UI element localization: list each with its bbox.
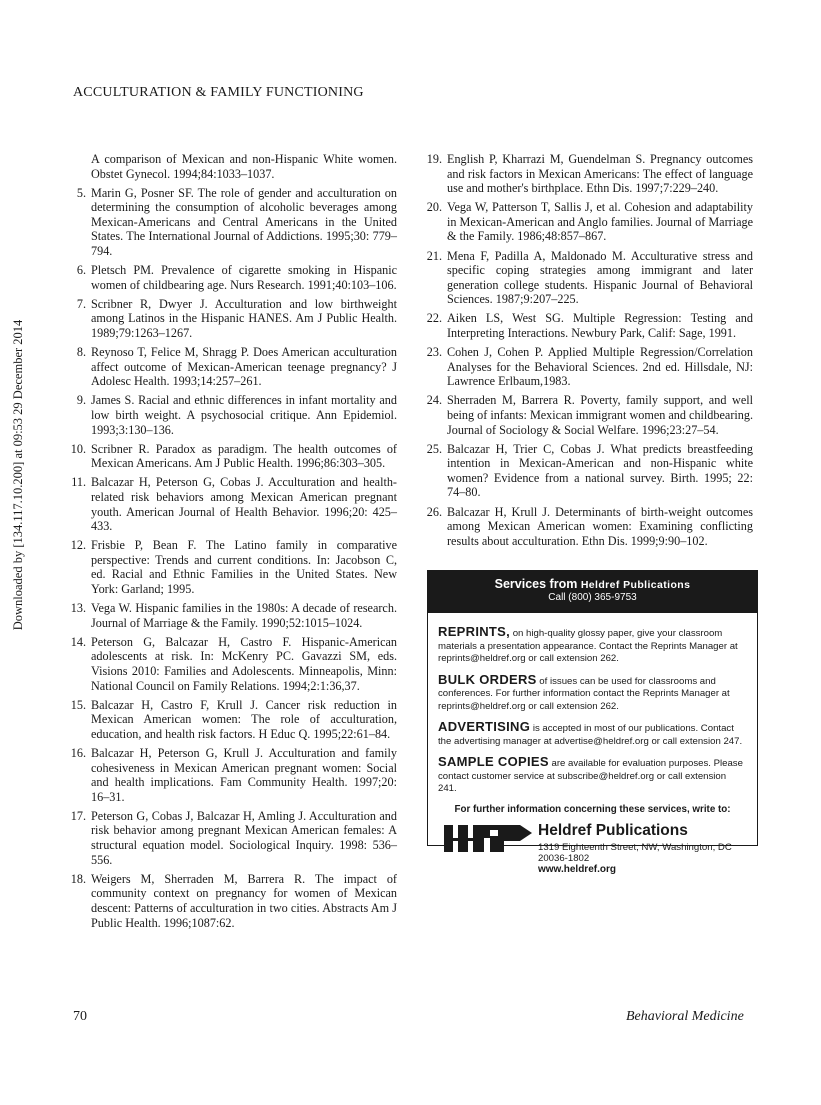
reference-text: Balcazar H, Trier C, Cobas J. What predicts breastfeeding intention in Mexican-American and non-Hispanic white women? Evidence from a national survey. Birth. 1995; 22: 74–80. [447, 441, 753, 500]
publisher-address: 1319 Eighteenth Street, NW, Washington, DC 20036-1802 [538, 841, 732, 864]
reference-entry [418, 393, 753, 437]
reference-text: Vega W, Patterson T, Sallis J, et al. Cohesion and adaptability in Mexican-American and Anglo families. Journal of Marriage & the Family. 1986;48:857–867. [447, 200, 753, 244]
reference-entry [62, 746, 397, 804]
reference-entry [418, 249, 753, 307]
reference-text: Balcazar H, Castro F, Krull J. Cancer risk reduction in Mexican American women: The role of acculturation, education, and health risk factors. H Educ Q. 1995;22:61–84. [91, 697, 397, 741]
ad-title [428, 577, 757, 591]
service-text: on high-quality glossy paper, give your classroom materials a presentation appearance. Contact the Reprints Manager at reprints@heldref.org or call extension 262. [438, 628, 738, 664]
reference-text: Balcazar H, Krull J. Determinants of birth-weight outcomes among Mexican American women: Examining conflicting results about acculturation. Ethn Dis. 1999;9:90–102. [447, 504, 753, 548]
reference-number: 15. [70, 697, 86, 712]
reference-entry [62, 186, 397, 259]
reference-number: 9. [76, 393, 86, 408]
reference-number: 23. [426, 345, 442, 360]
heldref-logo [444, 822, 532, 854]
reference-number: 17. [70, 808, 86, 823]
service-text: is accepted in most of our publications. Contact the advertising manager at advertise@heldref.org or call extension 247. [438, 723, 743, 747]
reference-number: 6. [76, 263, 86, 278]
reference-entry [62, 152, 397, 181]
journal-name: Behavioral Medicine [626, 1009, 744, 1024]
reference-entry [62, 263, 397, 292]
references-right-column [418, 152, 753, 553]
reference-entry [418, 200, 753, 244]
reference-entry [62, 297, 397, 341]
service-keyword: SAMPLE COPIES [438, 754, 549, 769]
ad-title-prefix: Services from [494, 577, 581, 591]
reference-text: James S. Racial and ethnic differences in infant mortality and low birth weight. A psychosocial critique. Ann Epidemiol. 1993;3:130–136. [91, 393, 397, 437]
reference-entry [62, 345, 397, 389]
reference-text: Weigers M, Sherraden M, Barrera R. The impact of community context on pregnancy for women of Mexican descent: Patterns of acculturation in two cities. Abstracts Am J Public Health. 1996;1087:62. [91, 871, 397, 930]
reference-text: Cohen J, Cohen P. Applied Multiple Regression/Correlation Analyses for the Behavioral Sciences. 2nd ed. Hillsdale, NJ: Lawrence Erlbaum,1983. [447, 345, 753, 389]
reference-number: 22. [426, 311, 442, 326]
service-keyword: BULK ORDERS [438, 671, 537, 687]
service-sample-copies [438, 756, 747, 796]
ad-header [428, 571, 757, 613]
publisher-name: Heldref Publications [538, 821, 688, 839]
reference-text: Frisbie P, Bean F. The Latino family in comparative perspective: Trends and current conditions. In: Jacobson C, ed. Racial and Ethnic Families in the United States. New York: Garland; 1995. [91, 538, 397, 597]
reference-number: 19. [426, 152, 442, 166]
reference-entry [62, 393, 397, 437]
publisher-info [538, 822, 747, 875]
service-bulk-orders [438, 671, 747, 714]
reference-number: 10. [70, 441, 86, 456]
service-advertising [438, 721, 747, 748]
reference-text: Pletsch PM. Prevalence of cigarette smoking in Hispanic women of childbearing age. Nurs Research. 1991;40:103–106. [91, 263, 397, 292]
reference-number: 18. [70, 871, 86, 886]
reference-text: Peterson G, Balcazar H, Castro F. Hispanic-American adolescents at risk. In: McKenry PC. Gavazzi SM, eds. Visions 2010: Families and Adolescents. Minneapolis, Minn: National Council on Family Relations. 1994;2:1:36,37. [91, 634, 397, 693]
reference-number: 8. [76, 345, 86, 360]
reference-entry [62, 442, 397, 471]
reference-text: Mena F, Padilla A, Maldonado M. Acculturative stress and specific coping strategies among immigrant and later generation college students. Hispanic Journal of Behavioral Sciences. 1987;9:207–225. [447, 248, 753, 307]
reference-entry [418, 345, 753, 389]
reference-number: 25. [426, 441, 442, 456]
reference-number: 16. [70, 745, 86, 760]
reference-number: 24. [426, 393, 442, 408]
reference-text: Sherraden M, Barrera R. Poverty, family support, and well being of infants: Mexican immigrant women and childbearing. Journal of Sociology & Social Welfare. 1996;23:27–54. [447, 393, 753, 437]
reference-text: Aiken LS, West SG. Multiple Regression: Testing and Interpreting Interactions. Newbury Park, Calif: Sage, 1991. [447, 311, 753, 341]
reference-text: Vega W. Hispanic families in the 1980s: A decade of research. Journal of Marriage & the Family. 1990;52:1015–1024. [91, 601, 397, 630]
reference-entry [62, 809, 397, 867]
reference-number: 5. [76, 185, 86, 200]
reference-entry [62, 872, 397, 930]
reference-text: Scribner R. Paradox as paradigm. The health outcomes of Mexican Americans. Am J Public Health. 1996;86:303–305. [91, 441, 397, 471]
service-text: of issues can be used for classrooms and conferences. For further information contact the Reprints Manager at reprints@heldref.org or call extension 262. [438, 675, 730, 712]
ad-title-brand: Heldref Publications [580, 579, 691, 591]
service-reprints [438, 626, 747, 666]
publisher-website: www.heldref.org [538, 863, 616, 875]
reference-text: Peterson G, Cobas J, Balcazar H, Amling J. Acculturation and risk behavior among pregnant Mexican American females: A structural equation model. Sociological Inquiry. 1998: 536–556. [91, 808, 397, 867]
reference-number: 20. [426, 200, 442, 215]
reference-number: 13. [70, 601, 86, 616]
reference-text: Balcazar H, Peterson G, Cobas J. Acculturation and health-related risk behaviors among Mexican American pregnant youth. American Journal of Health Behavior. 1996;20: 425–433. [91, 475, 397, 534]
reference-text: A comparison of Mexican and non-Hispanic White women. Obstet Gynecol. 1994;84:1033–1037. [91, 152, 397, 181]
page-number: 70 [73, 1009, 87, 1024]
reference-entry [62, 475, 397, 533]
reference-entry [62, 635, 397, 693]
reference-entry [62, 601, 397, 630]
reference-number: 11. [71, 475, 86, 490]
service-text: are available for evaluation purposes. Please contact customer service at subscribe@heldref.org or call extension 241. [438, 758, 743, 794]
further-info-line: For further information concerning these services, write to: [454, 803, 731, 815]
reference-text: Balcazar H, Peterson G, Krull J. Acculturation and family cohesiveness in Mexican American pregnant women: Social and health implications. Fam Community Health. 1997;20: 16–31. [91, 745, 397, 804]
reference-text: English P, Kharrazi M, Guendelman S. Pregnancy outcomes and risk factors in Mexican Americans: The effect of language use and mother's birthplace. Ethn Dis. 1997;7:229–240. [447, 152, 753, 196]
running-head: ACCULTURATION & FAMILY FUNCTIONING [73, 85, 364, 100]
reference-entry [62, 538, 397, 596]
ad-phone: Call (800) 365-9753 [548, 592, 637, 603]
ad-body [428, 613, 757, 875]
reference-number: 12. [70, 538, 86, 553]
reference-entry [418, 152, 753, 196]
reference-number: 21. [426, 248, 442, 263]
reference-number: 7. [76, 296, 86, 311]
reference-number: 14. [70, 634, 86, 649]
heldref-services-ad [427, 570, 758, 875]
reference-entry [62, 698, 397, 742]
reference-text: Scribner R, Dwyer J. Acculturation and low birthweight among Latinos in the Hispanic HANES. Am J Public Health. 1989;79:1263–1267. [91, 296, 397, 341]
download-watermark: Downloaded by [134.117.10.200] at 09:53 29 December 2014 [11, 319, 25, 631]
reference-entry [418, 442, 753, 500]
reference-text: Reynoso T, Felice M, Shragg P. Does American acculturation affect outcome of Mexican-American teenage pregnancy? J Adolesc Health. 1993;14:257–261. [91, 345, 397, 389]
reference-entry [418, 311, 753, 340]
references-left-column [62, 152, 397, 935]
reference-text: Marin G, Posner SF. The role of gender and acculturation on determining the consumption of alcoholic beverages among Mexican-Americans and Central Americans in the United States. The International Journal of Addictions. 1995;30: 779–794. [91, 185, 397, 259]
reference-entry [418, 505, 753, 549]
service-keyword: REPRINTS, [438, 624, 511, 639]
publisher-block [438, 822, 747, 875]
service-keyword: ADVERTISING [438, 719, 531, 734]
reference-number: 26. [426, 504, 442, 519]
